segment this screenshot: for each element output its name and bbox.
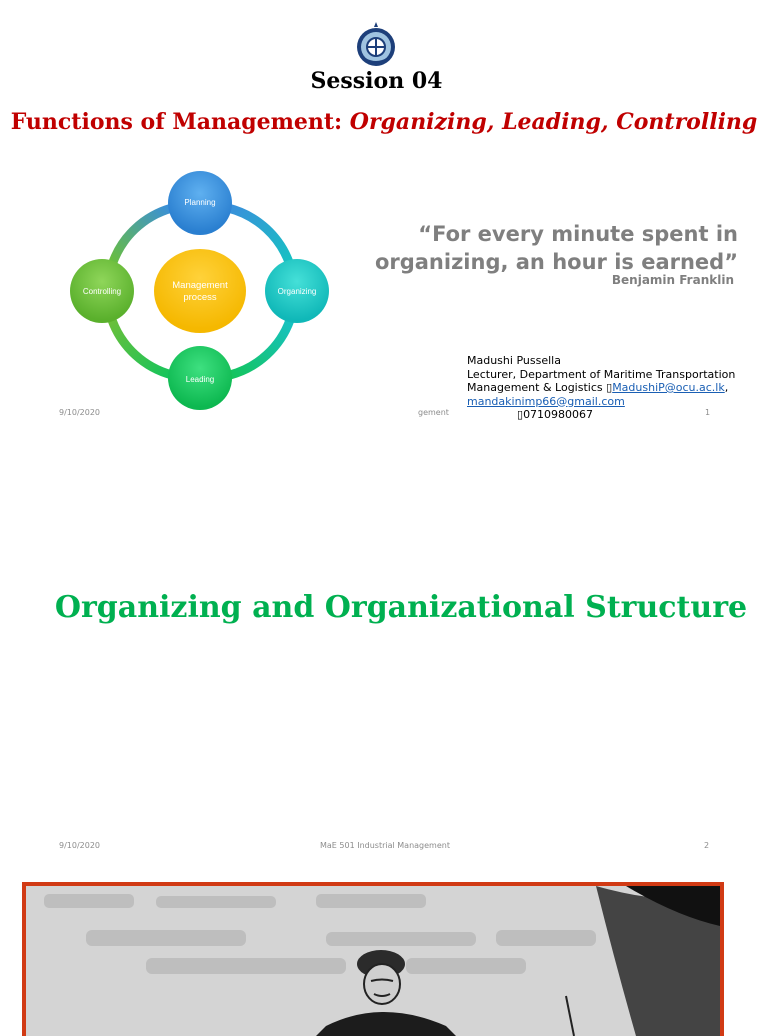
cycle-arc-leading-controlling [112, 320, 172, 375]
email-link-gmail[interactable]: mandakinimp66@gmail.com [467, 394, 625, 408]
lecturer-name: Madushi Pussella [467, 354, 561, 367]
cycle-center-label-2: process [183, 292, 217, 303]
slide-3 [0, 866, 768, 1024]
cycle-arc-controlling-planning [112, 208, 172, 265]
slide-heading: Organizing and Organizational Structure [54, 590, 748, 625]
phone-number: 0710980067 [523, 408, 594, 421]
cycle-arc-organizing-leading [230, 320, 290, 375]
subtitle-functions: Organizing, Leading, Controlling [349, 109, 758, 135]
footer-course: MaE 501 Industrial Management [320, 841, 450, 850]
lecturer-dept-line: Management & Logistics ▯MadushiP@ocu.ac.lk, [467, 381, 729, 394]
footer-page-number: 1 [705, 408, 711, 417]
phone-icon: ▯ [517, 408, 524, 421]
university-logo-icon [355, 19, 397, 69]
subtitle-prefix: Functions of Management: [10, 109, 350, 135]
lecturer-title: Lecturer, Department of Maritime Transportation [467, 367, 736, 381]
footer-date: 9/10/2020 [59, 841, 101, 850]
cycle-node-leading-label: Leading [185, 375, 215, 384]
footer-date: 9/10/2020 [59, 408, 101, 417]
cartoon-image [22, 882, 724, 1036]
email-icon: ▯ [606, 381, 613, 394]
cycle-center-label-1: Management [172, 280, 228, 291]
cycle-node-organizing-label: Organizing [277, 287, 317, 296]
slide-subtitle [0, 109, 768, 135]
footer-page-number: 2 [704, 841, 710, 850]
slide-1 [0, 0, 768, 434]
lecturer-dept: Management & Logistics [467, 381, 607, 394]
email-link-ocu[interactable]: MadushiP@ocu.ac.lk [612, 381, 725, 394]
cartoon-sketch-icon [26, 886, 720, 1036]
cycle-node-planning-label: Planning [184, 198, 216, 207]
franklin-quote [375, 220, 738, 276]
cycle-node-controlling-label: Controlling [82, 287, 122, 296]
cycle-center-node [154, 249, 246, 333]
session-title: Session 04 [310, 68, 443, 94]
footer-course: gement [418, 408, 449, 417]
quote-line-1: “For every minute spent in [418, 222, 738, 246]
quote-author: Benjamin Franklin [611, 273, 734, 287]
slide-2 [0, 434, 768, 866]
cycle-arc-planning-organizing [228, 208, 290, 265]
management-cycle-diagram [68, 170, 334, 414]
lecturer-contact [467, 354, 735, 422]
quote-line-2: organizing, an hour is earned” [374, 250, 738, 274]
